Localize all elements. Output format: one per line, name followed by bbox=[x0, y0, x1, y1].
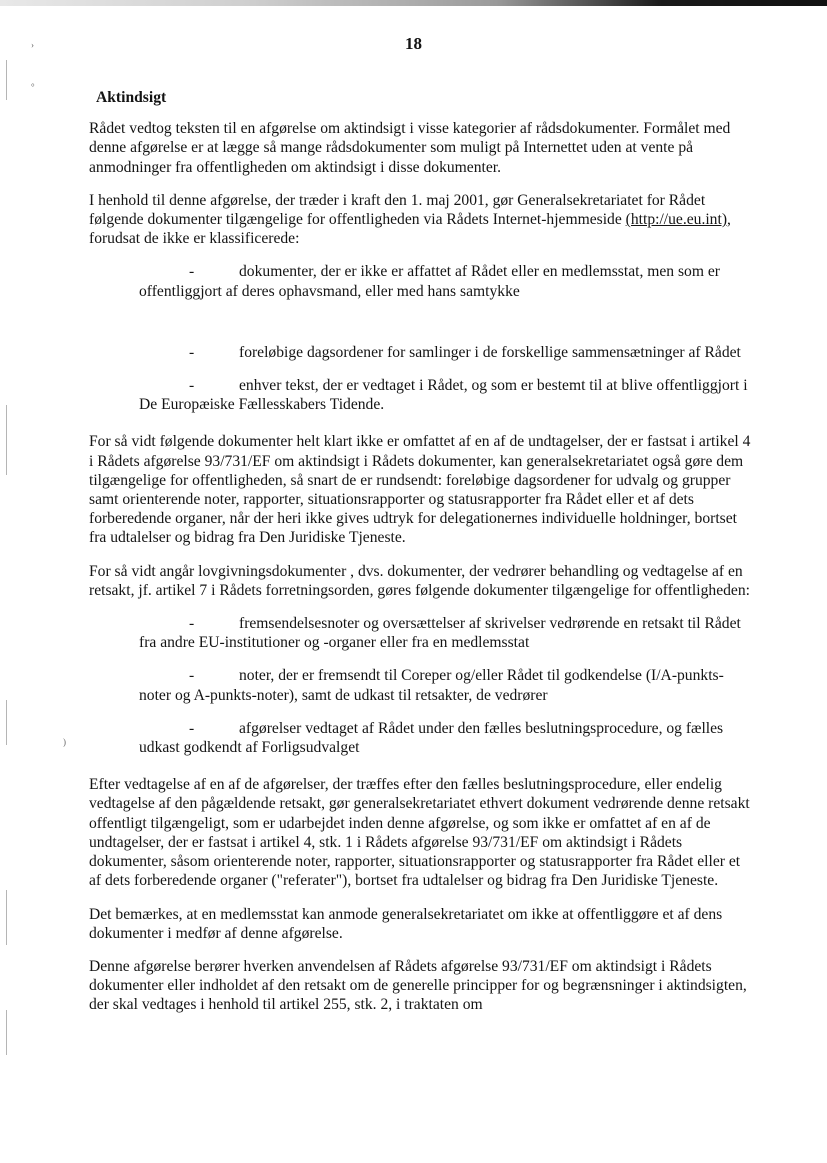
list-item-text: foreløbige dagsordener for samlinger i de forskellige sammensætninger af Rådet bbox=[239, 343, 741, 361]
paragraph: Det bemærkes, at en medlemsstat kan anmode generalsekretariatet om ikke at offentliggøre et af dens dokumenter i medfør af denne afgørelse. bbox=[89, 905, 723, 942]
list-item bbox=[139, 343, 751, 362]
list-item bbox=[139, 719, 751, 757]
page-number: 18 bbox=[405, 34, 422, 53]
scan-speck: › bbox=[31, 40, 34, 50]
list-item bbox=[139, 666, 751, 704]
list-item bbox=[139, 614, 751, 652]
paragraph: Denne afgørelse berører hverken anvendelsen af Rådets afgørelse 93/731/EF om aktindsigt i Rådets dokumenter eller indholdet af den retsakt om de generelle principper for og begrænsninger i aktindsigten, der skal vedtages i henhold til artikel 255, stk. 2, i traktaten om bbox=[89, 957, 747, 1014]
scan-left-margin-mark bbox=[6, 890, 7, 945]
paragraph: For så vidt angår lovgivningsdokumenter , dvs. dokumenter, der vedrører behandling og vedtagelse af en retsakt, jf. artikel 7 i Rådets forretningsorden, gøres følgende dokumenter tilgængelige for offentligheden: bbox=[89, 562, 750, 599]
scan-left-margin-mark bbox=[6, 1010, 7, 1055]
paragraph bbox=[89, 191, 751, 249]
scan-speck: ° bbox=[31, 82, 35, 92]
list-item-text: afgørelser vedtaget af Rådet under den fælles beslutningsprocedure, og fælles udkast godkendt af Forligsudvalget bbox=[139, 719, 724, 757]
scan-top-edge bbox=[0, 0, 827, 6]
paragraph: Efter vedtagelse af en af de afgørelser, der træffes efter den fælles beslutningsprocedure, eller endelig vedtagelse af den pågældende retsakt, gør generalsekretariatet ethvert dokument vedrørende denne retsakt offentligt tilgængeligt, som er udarbejdet inden denne afgørelse, og som ikke er omfattet af en af de undtagelser, der er fastsat i artikel 4, stk. 1 i Rådets afgørelse 93/731/EF om aktindsigt i Rådets dokumenter, såsom orienterende noter, rapporter, situationsrapporter og statusrapporter fra Rådet eller et af dets forberedende organer ("referater"), bortset fra udtalelser og bidrag fra Den Juridiske Tjeneste. bbox=[89, 776, 750, 890]
list-item-text: fremsendelsesnoter og oversættelser af skrivelser vedrørende en retsakt til Rådet fra andre EU-institutioner og -organer eller fra en medlemsstat bbox=[139, 615, 741, 652]
paragraph: For så vidt følgende dokumenter helt klart ikke er omfattet af en af de undtagelser, der er fastsat i artikel 4 i Rådets afgørelse 93/731/EF om aktindsigt i Rådets dokumenter, kan generalsekretariatet også gøre dem tilgængelige for offentligheden, så snart de er rundsendt: foreløbige dagsordener for udvalg og grupper samt orienterende noter, rapporter, situationsrapporter og statusrapporter fra Rådet eller et af dets forberedende organer, når der heri ikke gives udtryk for delegationernes individuelle holdninger, bortset fra udtalelser og bidrag fra Den Juridiske Tjeneste. bbox=[89, 433, 751, 547]
list-bullet: - bbox=[189, 719, 195, 737]
document-body bbox=[89, 88, 751, 1029]
list-item bbox=[139, 376, 751, 414]
paragraph-text: I henhold til denne afgørelse, der træder i kraft den 1. maj 2001, gør Generalsekretariatet for Rådet følgende dokumenter tilgængelige for offentligheden via Rådets Internet-hjemmeside bbox=[89, 191, 706, 229]
list-bullet: - bbox=[189, 263, 195, 281]
list-bullet: - bbox=[189, 343, 195, 361]
list-item-text: noter, der er fremsendt til Coreper og/eller Rådet til godkendelse (I/A-punkts-noter og A-punkts-noter), samt de udkast til retsakter, de vedrører bbox=[139, 667, 724, 704]
paragraph: Rådet vedtog teksten til en afgørelse om aktindsigt i visse kategorier af rådsdokumenter. Formålet med denne afgørelse er at lægge så mange rådsdokumenter som muligt på Internettet uden at vente på anmodninger fra offentligheden om aktindsigt i disse dokumenter. bbox=[89, 120, 731, 176]
list-item-text: dokumenter, der er ikke er affattet af Rådet eller en medlemsstat, men som er offentliggjort af deres ophavsmand, eller med hans samtykke bbox=[139, 263, 720, 300]
paragraph-text: , forudsat de ikke er klassificerede: bbox=[89, 211, 731, 248]
scan-left-margin-mark bbox=[6, 700, 7, 745]
scan-speck: ) bbox=[63, 737, 66, 747]
website-link[interactable]: (http://ue.eu.int) bbox=[625, 211, 728, 229]
scan-left-margin-mark bbox=[6, 60, 7, 100]
list-bullet: - bbox=[189, 377, 195, 395]
list-item bbox=[139, 262, 751, 300]
list-item-text: enhver tekst, der er vedtaget i Rådet, og som er bestemt til at blive offentliggjort i De Europæiske Fællesskabers Tidende. bbox=[139, 377, 748, 414]
section-heading: Aktindsigt bbox=[96, 89, 167, 106]
scan-left-margin-mark bbox=[6, 405, 7, 475]
list-bullet: - bbox=[189, 615, 195, 633]
list-bullet: - bbox=[189, 667, 195, 685]
